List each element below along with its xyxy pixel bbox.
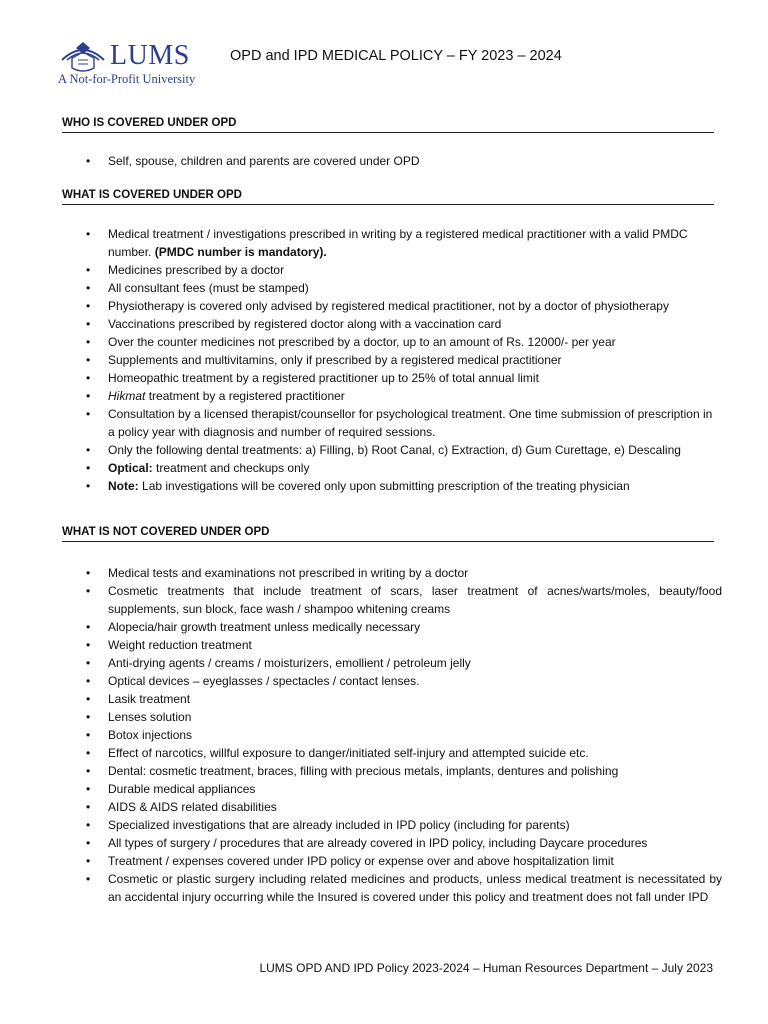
bullet-icon: • (86, 443, 91, 457)
list-item (62, 387, 722, 405)
bullet-icon: • (86, 335, 91, 349)
list-item (62, 798, 722, 816)
list-item-text: Medicines prescribed by a doctor (108, 263, 285, 277)
list-item-text: All consultant fees (must be stamped) (108, 281, 309, 295)
list-item-text: Optical devices – eyeglasses / spectacles / contact lenses. (108, 674, 420, 688)
page-footer: LUMS OPD AND IPD Policy 2023-2024 – Human Resources Department – July 2023 (259, 961, 713, 975)
list-item (62, 744, 722, 762)
list-item-text: Consultation by a licensed therapist/counsellor for psychological treatment. One time submission of prescription in a policy year with diagnosis and number of required sessions. (108, 407, 713, 439)
bullet-icon: • (86, 263, 91, 277)
bullet-icon: • (86, 674, 91, 688)
bullet-icon: • (86, 782, 91, 796)
list-item (62, 152, 722, 170)
list-item (62, 834, 722, 852)
bullet-icon: • (86, 764, 91, 778)
list-item-text: Medical tests and examinations not prescribed in writing by a doctor (108, 566, 469, 580)
list-item-text: Durable medical appliances (108, 782, 256, 796)
list-item-text: Supplements and multivitamins, only if prescribed by a registered medical practitioner (108, 353, 562, 367)
section-heading-who-covered: WHO IS COVERED UNDER OPD (62, 117, 714, 133)
list-item (62, 459, 722, 477)
mandatory-note: (PMDC number is mandatory). (154, 245, 327, 259)
list-item (62, 762, 722, 780)
bullet-icon: • (86, 638, 91, 652)
list-item-text: Botox injections (108, 728, 193, 742)
list-item (62, 564, 722, 582)
list-item-text: Note: Lab investigations will be covered only upon submitting prescription of the treating physician (108, 479, 630, 493)
bullet-icon: • (86, 281, 91, 295)
list-item-text: Cosmetic treatments that include treatment of scars, laser treatment of acnes/warts/moles, beauty/food supplements, sun block, face wash / shampoo whitening creams (108, 584, 722, 616)
bullet-icon: • (86, 872, 91, 886)
bullet-icon: • (86, 479, 91, 493)
section-heading-not-covered: WHAT IS NOT COVERED UNDER OPD (62, 526, 714, 542)
list-item-text: Self, spouse, children and parents are covered under OPD (108, 154, 420, 168)
list-item (62, 405, 722, 441)
list-item-text: Cosmetic or plastic surgery including related medicines and products, unless medical treatment is necessitated by an accidental injury occurring while the Insured is covered under this policy and treatment does not fall under IPD (108, 872, 722, 904)
list-item-text: Physiotherapy is covered only advised by registered medical practitioner, not by a doctor of physiotherapy (108, 299, 669, 313)
list-item (62, 333, 722, 351)
bullet-icon: • (86, 227, 91, 241)
list-item-text: Weight reduction treatment (108, 638, 252, 652)
list-item (62, 261, 722, 279)
document-title: OPD and IPD MEDICAL POLICY – FY 2023 – 2024 (230, 48, 562, 64)
list-item (62, 726, 722, 744)
list-item (62, 654, 722, 672)
list-item-text: Effect of narcotics, willful exposure to danger/initiated self-injury and attempted suicide etc. (108, 746, 589, 760)
bullet-icon: • (86, 836, 91, 850)
list-item (62, 351, 722, 369)
list-item-text: Lasik treatment (108, 692, 191, 706)
bullet-icon: • (86, 746, 91, 760)
bullet-icon: • (86, 584, 91, 598)
logo-tagline: A Not-for-Profit University (58, 72, 196, 86)
list-item-text: Optical: treatment and checkups only (108, 461, 310, 475)
list-item-text: Alopecia/hair growth treatment unless medically necessary (108, 620, 421, 634)
list-item-text: Homeopathic treatment by a registered practitioner up to 25% of total annual limit (108, 371, 539, 385)
bullet-icon: • (86, 299, 91, 313)
list-item-text: AIDS & AIDS related disabilities (108, 800, 277, 814)
list-item-text: Treatment / expenses covered under IPD policy or expense over and above hospitalization limit (108, 854, 614, 868)
list-item-text: Vaccinations prescribed by registered doctor along with a vaccination card (108, 317, 502, 331)
not-covered-list (62, 564, 722, 906)
bullet-icon: • (86, 461, 91, 475)
list-item (62, 225, 722, 261)
bullet-icon: • (86, 728, 91, 742)
list-item-text: Medical treatment / investigations prescribed in writing by a registered medical practitioner with a valid PMDC number. (PMDC number is mandatory). (108, 227, 688, 259)
logo-wordmark: LUMS (110, 40, 190, 71)
list-item (62, 618, 722, 636)
bullet-icon: • (86, 800, 91, 814)
list-item (62, 690, 722, 708)
bullet-icon: • (86, 692, 91, 706)
bullet-icon: • (86, 620, 91, 634)
list-item (62, 441, 722, 459)
list-item (62, 297, 722, 315)
bullet-icon: • (86, 854, 91, 868)
list-item-text: Dental: cosmetic treatment, braces, filling with precious metals, implants, dentures and polishing (108, 764, 619, 778)
bullet-icon: • (86, 818, 91, 832)
list-item (62, 708, 722, 726)
bullet-icon: • (86, 371, 91, 385)
list-item-text: Anti-drying agents / creams / moisturizers, emollient / petroleum jelly (108, 656, 471, 670)
list-item (62, 369, 722, 387)
list-item-text: Hikmat treatment by a registered practitioner (108, 389, 345, 403)
bullet-icon: • (86, 154, 91, 168)
list-item (62, 870, 722, 906)
list-item (62, 780, 722, 798)
list-item-text: Specialized investigations that are already included in IPD policy (including for parents) (108, 818, 570, 832)
bullet-icon: • (86, 317, 91, 331)
bullet-icon: • (86, 656, 91, 670)
section-heading-what-covered: WHAT IS COVERED UNDER OPD (62, 189, 714, 205)
list-item (62, 852, 722, 870)
bullet-icon: • (86, 407, 91, 421)
list-item-text: Only the following dental treatments: a) Filling, b) Root Canal, c) Extraction, d) Gum Curettage, e) Descaling (108, 443, 681, 457)
list-item (62, 279, 722, 297)
bullet-icon: • (86, 710, 91, 724)
list-item (62, 816, 722, 834)
list-item (62, 582, 722, 618)
who-covered-list (62, 152, 722, 170)
list-item-text: All types of surgery / procedures that are already covered in IPD policy, including Daycare procedures (108, 836, 648, 850)
list-item (62, 477, 722, 495)
list-item-text: Over the counter medicines not prescribed by a doctor, up to an amount of Rs. 12000/- per year (108, 335, 616, 349)
list-item-text: Lenses solution (108, 710, 192, 724)
list-item (62, 315, 722, 333)
lums-logo (58, 38, 208, 90)
bullet-icon: • (86, 566, 91, 580)
bullet-icon: • (86, 353, 91, 367)
bullet-icon: • (86, 389, 91, 403)
what-covered-list (62, 225, 722, 495)
list-item (62, 672, 722, 690)
list-item (62, 636, 722, 654)
